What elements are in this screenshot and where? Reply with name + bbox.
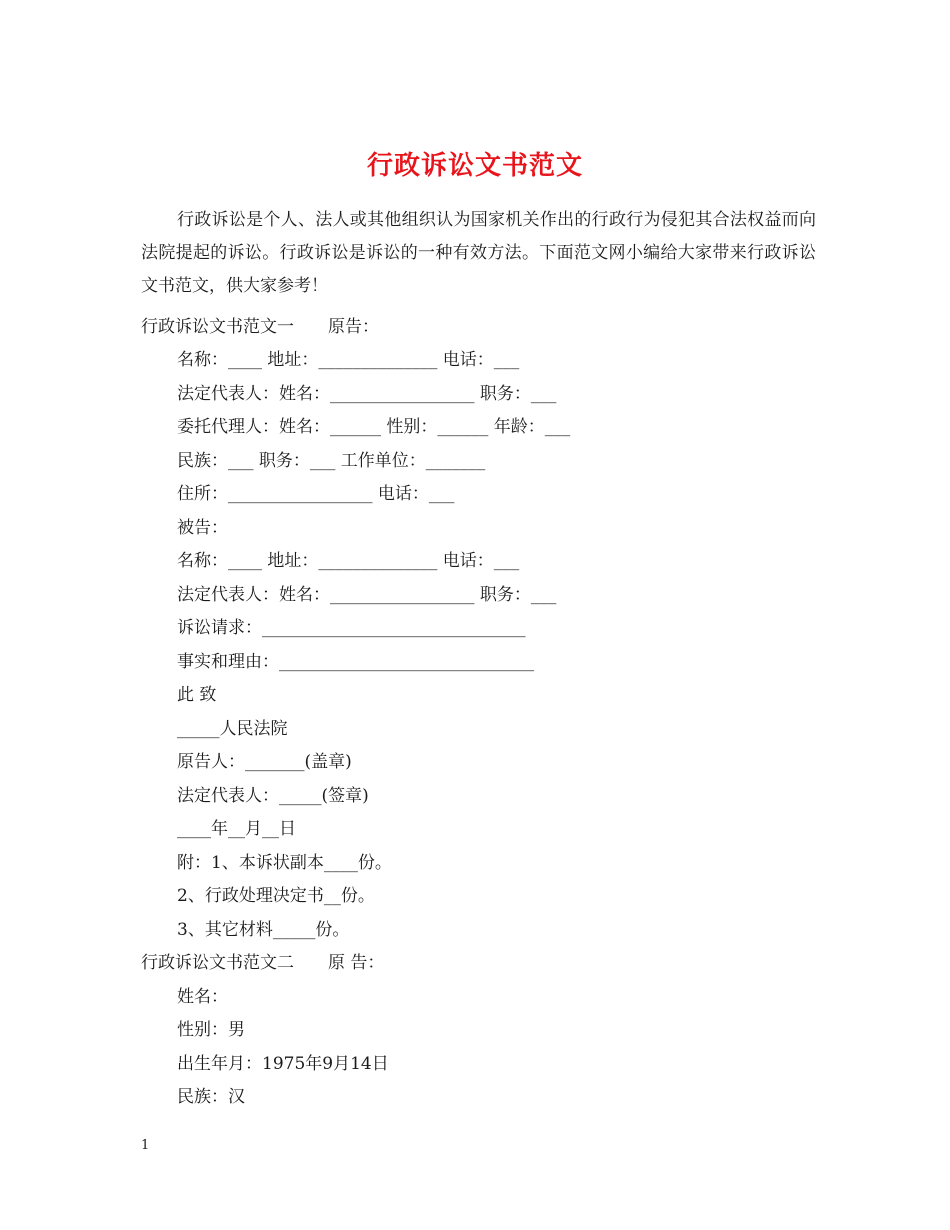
salutation-line: 此 致 xyxy=(177,685,217,705)
plaintiff-name-line: 名称：____ 地址：______________ 电话：___ xyxy=(177,350,520,370)
plaintiff-residence-line: 住所：_________________ 电话：___ xyxy=(177,484,455,504)
plaintiff-agent-line: 委托代理人：姓名：______ 性别：______ 年龄：___ xyxy=(177,417,571,437)
section-heading-2: 行政诉讼文书范文二 原 告： xyxy=(141,953,385,973)
document-title: 行政诉讼文书范文 xyxy=(366,151,583,182)
birth-date-line: 出生年月：1975年9月14日 xyxy=(177,1054,389,1074)
gender-line: 性别：男 xyxy=(177,1020,245,1040)
court-line: _____人民法院 xyxy=(177,719,288,739)
attachment-line-2: 2、行政处理决定书__份。 xyxy=(177,886,375,906)
date-line: ____年__月__日 xyxy=(177,819,296,839)
name-line: 姓名： xyxy=(177,987,228,1007)
section-heading-1: 行政诉讼文书范文一 原告： xyxy=(141,317,379,337)
plaintiff-seal-line: 原告人：_______(盖章) xyxy=(177,752,352,772)
plaintiff-legal-rep-line: 法定代表人：姓名：_________________ 职务：___ xyxy=(177,384,557,404)
defendant-label: 被告： xyxy=(177,518,228,538)
facts-reasons-line: 事实和理由：______________________________ xyxy=(177,652,534,672)
intro-paragraph: 行政诉讼是个人、法人或其他组织认为国家机关作出的行政行为侵犯其合法权益而向法院提起的诉讼。行政诉讼是诉讼的一种有效方法。下面范文网小编给大家带来行政诉讼文书范文，供大家参考！ xyxy=(141,210,816,296)
claims-line: 诉讼请求：_______________________________ xyxy=(177,618,526,638)
page-number: 1 xyxy=(141,1138,150,1153)
defendant-legal-rep-line: 法定代表人：姓名：_________________ 职务：___ xyxy=(177,585,557,605)
attachment-line-1: 附：1、本诉状副本____份。 xyxy=(177,853,392,873)
legal-rep-signature-line: 法定代表人：_____(签章) xyxy=(177,786,369,806)
defendant-name-line: 名称：____ 地址：______________ 电话：___ xyxy=(177,551,520,571)
attachment-line-3: 3、其它材料_____份。 xyxy=(177,920,350,940)
plaintiff-ethnicity-line: 民族：___ 职务：___ 工作单位：_______ xyxy=(177,451,486,471)
ethnicity-line: 民族：汉 xyxy=(177,1087,245,1107)
